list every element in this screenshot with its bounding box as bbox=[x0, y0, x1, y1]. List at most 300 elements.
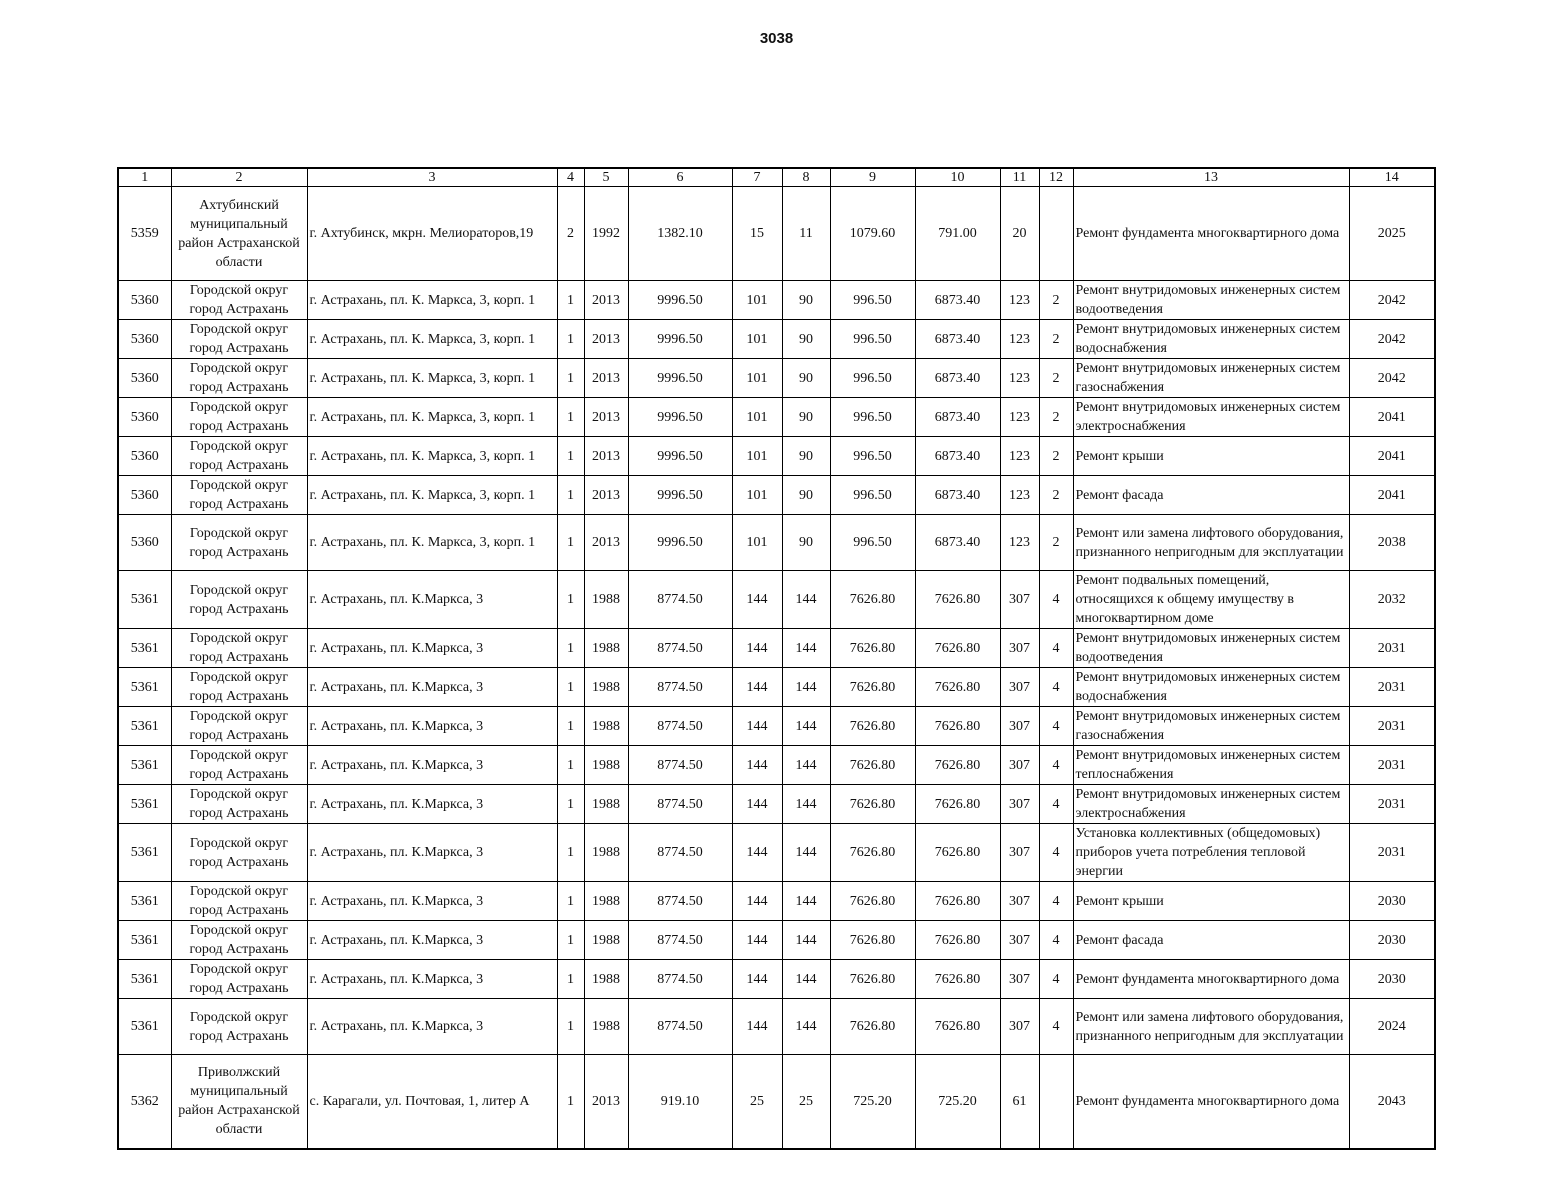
table-row bbox=[118, 281, 1435, 320]
cell-row-id: 5361 bbox=[118, 921, 171, 960]
cell-year-built: 1988 bbox=[584, 824, 628, 882]
cell-year-built: 2013 bbox=[584, 398, 628, 437]
cell-municipality: Городской округ город Астрахань bbox=[171, 629, 307, 668]
cell-apartments-count: 144 bbox=[732, 629, 782, 668]
cell-work-type: Ремонт фасада bbox=[1073, 476, 1349, 515]
cell-residents-count: 90 bbox=[782, 281, 830, 320]
cell-planned-year: 2042 bbox=[1349, 320, 1435, 359]
cell-owners-count: 307 bbox=[1000, 999, 1039, 1055]
cell-living-area: 7626.80 bbox=[830, 960, 915, 999]
cell-planned-year: 2042 bbox=[1349, 281, 1435, 320]
cell-floors-count: 1 bbox=[557, 359, 584, 398]
cell-apartments-count: 144 bbox=[732, 882, 782, 921]
column-header-5: 5 bbox=[584, 168, 628, 187]
column-header-10: 10 bbox=[915, 168, 1000, 187]
cell-floors-count: 1 bbox=[557, 960, 584, 999]
column-header-13: 13 bbox=[1073, 168, 1349, 187]
capital-repair-table bbox=[117, 167, 1436, 1150]
cell-entrances-count: 2 bbox=[1039, 476, 1073, 515]
cell-row-id: 5361 bbox=[118, 785, 171, 824]
cell-living-area: 996.50 bbox=[830, 320, 915, 359]
cell-entrances-count bbox=[1039, 187, 1073, 281]
cell-residents-count: 25 bbox=[782, 1055, 830, 1149]
column-header-2: 2 bbox=[171, 168, 307, 187]
cell-apartments-count: 101 bbox=[732, 398, 782, 437]
cell-entrances-count: 2 bbox=[1039, 359, 1073, 398]
cell-work-type: Ремонт внутридомовых инженерных систем теплоснабжения bbox=[1073, 746, 1349, 785]
cell-residents-count: 144 bbox=[782, 629, 830, 668]
cell-apartments-count: 101 bbox=[732, 437, 782, 476]
cell-work-type: Ремонт фундамента многоквартирного дома bbox=[1073, 1055, 1349, 1149]
table-row bbox=[118, 187, 1435, 281]
cell-owners-count: 307 bbox=[1000, 960, 1039, 999]
table-row bbox=[118, 668, 1435, 707]
cell-row-id: 5359 bbox=[118, 187, 171, 281]
cell-address: г. Астрахань, пл. К.Маркса, 3 bbox=[307, 882, 557, 921]
cell-premises-area: 7626.80 bbox=[915, 824, 1000, 882]
cell-entrances-count: 4 bbox=[1039, 668, 1073, 707]
cell-work-type: Ремонт внутридомовых инженерных систем электроснабжения bbox=[1073, 398, 1349, 437]
cell-planned-year: 2042 bbox=[1349, 359, 1435, 398]
cell-apartments-count: 144 bbox=[732, 707, 782, 746]
cell-entrances-count: 2 bbox=[1039, 515, 1073, 571]
cell-row-id: 5361 bbox=[118, 999, 171, 1055]
cell-planned-year: 2030 bbox=[1349, 921, 1435, 960]
table-row bbox=[118, 746, 1435, 785]
cell-address: г. Астрахань, пл. К. Маркса, 3, корп. 1 bbox=[307, 398, 557, 437]
cell-address: г. Астрахань, пл. К. Маркса, 3, корп. 1 bbox=[307, 359, 557, 398]
cell-premises-area: 6873.40 bbox=[915, 281, 1000, 320]
cell-planned-year: 2031 bbox=[1349, 824, 1435, 882]
cell-address: г. Астрахань, пл. К.Маркса, 3 bbox=[307, 668, 557, 707]
cell-premises-area: 6873.40 bbox=[915, 359, 1000, 398]
cell-work-type: Ремонт внутридомовых инженерных систем водоотведения bbox=[1073, 281, 1349, 320]
cell-work-type: Ремонт крыши bbox=[1073, 437, 1349, 476]
cell-address: г. Астрахань, пл. К. Маркса, 3, корп. 1 bbox=[307, 476, 557, 515]
cell-apartments-count: 101 bbox=[732, 476, 782, 515]
cell-address: г. Астрахань, пл. К. Маркса, 3, корп. 1 bbox=[307, 281, 557, 320]
cell-row-id: 5361 bbox=[118, 668, 171, 707]
cell-municipality: Городской округ город Астрахань bbox=[171, 668, 307, 707]
column-header-9: 9 bbox=[830, 168, 915, 187]
cell-planned-year: 2031 bbox=[1349, 707, 1435, 746]
cell-living-area: 7626.80 bbox=[830, 571, 915, 629]
table-row bbox=[118, 999, 1435, 1055]
cell-work-type: Ремонт или замена лифтового оборудования, признанного непригодным для эксплуатации bbox=[1073, 515, 1349, 571]
cell-premises-area: 6873.40 bbox=[915, 437, 1000, 476]
cell-floors-count: 1 bbox=[557, 1055, 584, 1149]
cell-premises-area: 7626.80 bbox=[915, 668, 1000, 707]
column-header-3: 3 bbox=[307, 168, 557, 187]
cell-owners-count: 307 bbox=[1000, 882, 1039, 921]
cell-year-built: 1988 bbox=[584, 707, 628, 746]
cell-municipality: Городской округ город Астрахань bbox=[171, 921, 307, 960]
cell-living-area: 7626.80 bbox=[830, 629, 915, 668]
cell-row-id: 5360 bbox=[118, 437, 171, 476]
cell-total-area: 9996.50 bbox=[628, 320, 732, 359]
cell-work-type: Ремонт внутридомовых инженерных систем электроснабжения bbox=[1073, 785, 1349, 824]
cell-work-type: Ремонт или замена лифтового оборудования, признанного непригодным для эксплуатации bbox=[1073, 999, 1349, 1055]
table-row bbox=[118, 707, 1435, 746]
cell-apartments-count: 144 bbox=[732, 960, 782, 999]
cell-work-type: Ремонт внутридомовых инженерных систем газоснабжения bbox=[1073, 707, 1349, 746]
cell-year-built: 2013 bbox=[584, 359, 628, 398]
cell-apartments-count: 101 bbox=[732, 359, 782, 398]
cell-municipality: Городской округ город Астрахань bbox=[171, 824, 307, 882]
cell-entrances-count: 4 bbox=[1039, 707, 1073, 746]
table-row bbox=[118, 882, 1435, 921]
cell-premises-area: 7626.80 bbox=[915, 707, 1000, 746]
cell-premises-area: 7626.80 bbox=[915, 882, 1000, 921]
cell-planned-year: 2032 bbox=[1349, 571, 1435, 629]
cell-total-area: 9996.50 bbox=[628, 398, 732, 437]
cell-apartments-count: 144 bbox=[732, 746, 782, 785]
cell-planned-year: 2031 bbox=[1349, 668, 1435, 707]
cell-apartments-count: 25 bbox=[732, 1055, 782, 1149]
cell-address: г. Астрахань, пл. К.Маркса, 3 bbox=[307, 629, 557, 668]
table-row bbox=[118, 437, 1435, 476]
cell-year-built: 2013 bbox=[584, 1055, 628, 1149]
cell-row-id: 5361 bbox=[118, 746, 171, 785]
cell-residents-count: 90 bbox=[782, 515, 830, 571]
cell-year-built: 2013 bbox=[584, 320, 628, 359]
cell-premises-area: 7626.80 bbox=[915, 921, 1000, 960]
cell-planned-year: 2038 bbox=[1349, 515, 1435, 571]
cell-residents-count: 144 bbox=[782, 921, 830, 960]
cell-total-area: 8774.50 bbox=[628, 785, 732, 824]
cell-living-area: 1079.60 bbox=[830, 187, 915, 281]
cell-living-area: 7626.80 bbox=[830, 882, 915, 921]
cell-apartments-count: 144 bbox=[732, 785, 782, 824]
cell-apartments-count: 144 bbox=[732, 824, 782, 882]
cell-municipality: Городской округ город Астрахань bbox=[171, 476, 307, 515]
cell-municipality: Городской округ город Астрахань bbox=[171, 707, 307, 746]
cell-entrances-count: 2 bbox=[1039, 281, 1073, 320]
cell-premises-area: 6873.40 bbox=[915, 398, 1000, 437]
column-header-8: 8 bbox=[782, 168, 830, 187]
cell-work-type: Ремонт крыши bbox=[1073, 882, 1349, 921]
cell-entrances-count: 4 bbox=[1039, 921, 1073, 960]
column-header-12: 12 bbox=[1039, 168, 1073, 187]
cell-address: г. Астрахань, пл. К.Маркса, 3 bbox=[307, 571, 557, 629]
cell-work-type: Ремонт внутридомовых инженерных систем водоснабжения bbox=[1073, 668, 1349, 707]
cell-premises-area: 791.00 bbox=[915, 187, 1000, 281]
cell-owners-count: 123 bbox=[1000, 320, 1039, 359]
cell-planned-year: 2031 bbox=[1349, 785, 1435, 824]
cell-floors-count: 1 bbox=[557, 746, 584, 785]
cell-premises-area: 6873.40 bbox=[915, 320, 1000, 359]
cell-municipality: Приволжский муниципальный район Астраханской области bbox=[171, 1055, 307, 1149]
cell-entrances-count: 4 bbox=[1039, 785, 1073, 824]
cell-total-area: 9996.50 bbox=[628, 437, 732, 476]
cell-living-area: 996.50 bbox=[830, 437, 915, 476]
cell-municipality: Городской округ город Астрахань bbox=[171, 785, 307, 824]
cell-row-id: 5360 bbox=[118, 476, 171, 515]
cell-municipality: Городской округ город Астрахань bbox=[171, 515, 307, 571]
cell-premises-area: 7626.80 bbox=[915, 746, 1000, 785]
cell-owners-count: 307 bbox=[1000, 629, 1039, 668]
cell-year-built: 1988 bbox=[584, 921, 628, 960]
cell-planned-year: 2041 bbox=[1349, 476, 1435, 515]
cell-floors-count: 1 bbox=[557, 437, 584, 476]
cell-row-id: 5360 bbox=[118, 281, 171, 320]
cell-municipality: Ахтубинский муниципальный район Астраханской области bbox=[171, 187, 307, 281]
cell-municipality: Городской округ город Астрахань bbox=[171, 320, 307, 359]
cell-total-area: 8774.50 bbox=[628, 571, 732, 629]
cell-living-area: 7626.80 bbox=[830, 921, 915, 960]
cell-floors-count: 1 bbox=[557, 320, 584, 359]
cell-owners-count: 123 bbox=[1000, 476, 1039, 515]
cell-total-area: 8774.50 bbox=[628, 668, 732, 707]
cell-owners-count: 61 bbox=[1000, 1055, 1039, 1149]
cell-floors-count: 1 bbox=[557, 921, 584, 960]
cell-planned-year: 2030 bbox=[1349, 882, 1435, 921]
cell-living-area: 996.50 bbox=[830, 398, 915, 437]
cell-work-type: Ремонт внутридомовых инженерных систем водоотведения bbox=[1073, 629, 1349, 668]
cell-entrances-count: 2 bbox=[1039, 398, 1073, 437]
cell-row-id: 5361 bbox=[118, 629, 171, 668]
cell-total-area: 919.10 bbox=[628, 1055, 732, 1149]
table-row bbox=[118, 824, 1435, 882]
cell-address: г. Астрахань, пл. К.Маркса, 3 bbox=[307, 824, 557, 882]
cell-row-id: 5360 bbox=[118, 515, 171, 571]
table-row bbox=[118, 320, 1435, 359]
cell-total-area: 8774.50 bbox=[628, 999, 732, 1055]
cell-residents-count: 144 bbox=[782, 960, 830, 999]
cell-row-id: 5361 bbox=[118, 882, 171, 921]
cell-municipality: Городской округ город Астрахань bbox=[171, 960, 307, 999]
cell-year-built: 1988 bbox=[584, 999, 628, 1055]
cell-total-area: 8774.50 bbox=[628, 960, 732, 999]
cell-living-area: 7626.80 bbox=[830, 824, 915, 882]
cell-residents-count: 144 bbox=[782, 571, 830, 629]
cell-floors-count: 1 bbox=[557, 398, 584, 437]
cell-residents-count: 144 bbox=[782, 882, 830, 921]
cell-residents-count: 144 bbox=[782, 746, 830, 785]
cell-planned-year: 2025 bbox=[1349, 187, 1435, 281]
cell-row-id: 5362 bbox=[118, 1055, 171, 1149]
cell-living-area: 996.50 bbox=[830, 515, 915, 571]
cell-work-type: Ремонт внутридомовых инженерных систем газоснабжения bbox=[1073, 359, 1349, 398]
cell-row-id: 5361 bbox=[118, 707, 171, 746]
cell-entrances-count: 4 bbox=[1039, 629, 1073, 668]
cell-floors-count: 1 bbox=[557, 707, 584, 746]
cell-entrances-count bbox=[1039, 1055, 1073, 1149]
cell-planned-year: 2030 bbox=[1349, 960, 1435, 999]
cell-planned-year: 2041 bbox=[1349, 437, 1435, 476]
cell-municipality: Городской округ город Астрахань bbox=[171, 882, 307, 921]
cell-entrances-count: 4 bbox=[1039, 882, 1073, 921]
cell-premises-area: 6873.40 bbox=[915, 476, 1000, 515]
cell-municipality: Городской округ город Астрахань bbox=[171, 999, 307, 1055]
cell-owners-count: 307 bbox=[1000, 571, 1039, 629]
cell-floors-count: 1 bbox=[557, 515, 584, 571]
cell-total-area: 1382.10 bbox=[628, 187, 732, 281]
cell-address: г. Астрахань, пл. К.Маркса, 3 bbox=[307, 999, 557, 1055]
cell-owners-count: 307 bbox=[1000, 668, 1039, 707]
table-body bbox=[118, 187, 1435, 1149]
cell-planned-year: 2041 bbox=[1349, 398, 1435, 437]
cell-row-id: 5361 bbox=[118, 571, 171, 629]
column-header-6: 6 bbox=[628, 168, 732, 187]
cell-address: г. Ахтубинск, мкрн. Мелиораторов,19 bbox=[307, 187, 557, 281]
table-row bbox=[118, 571, 1435, 629]
cell-work-type: Ремонт фундамента многоквартирного дома bbox=[1073, 960, 1349, 999]
cell-apartments-count: 144 bbox=[732, 921, 782, 960]
cell-entrances-count: 4 bbox=[1039, 999, 1073, 1055]
cell-work-type: Установка коллективных (общедомовых) приборов учета потребления тепловой энергии bbox=[1073, 824, 1349, 882]
cell-planned-year: 2031 bbox=[1349, 629, 1435, 668]
cell-year-built: 1988 bbox=[584, 629, 628, 668]
cell-municipality: Городской округ город Астрахань bbox=[171, 571, 307, 629]
cell-owners-count: 307 bbox=[1000, 824, 1039, 882]
cell-municipality: Городской округ город Астрахань bbox=[171, 437, 307, 476]
cell-apartments-count: 101 bbox=[732, 281, 782, 320]
cell-owners-count: 20 bbox=[1000, 187, 1039, 281]
cell-floors-count: 1 bbox=[557, 824, 584, 882]
cell-residents-count: 11 bbox=[782, 187, 830, 281]
cell-floors-count: 1 bbox=[557, 668, 584, 707]
cell-premises-area: 6873.40 bbox=[915, 515, 1000, 571]
cell-owners-count: 307 bbox=[1000, 746, 1039, 785]
table-row bbox=[118, 1055, 1435, 1149]
table-row bbox=[118, 921, 1435, 960]
cell-owners-count: 307 bbox=[1000, 785, 1039, 824]
table-row bbox=[118, 515, 1435, 571]
cell-row-id: 5360 bbox=[118, 359, 171, 398]
column-header-7: 7 bbox=[732, 168, 782, 187]
cell-floors-count: 1 bbox=[557, 785, 584, 824]
cell-total-area: 8774.50 bbox=[628, 921, 732, 960]
cell-owners-count: 307 bbox=[1000, 707, 1039, 746]
cell-planned-year: 2024 bbox=[1349, 999, 1435, 1055]
cell-apartments-count: 144 bbox=[732, 668, 782, 707]
cell-residents-count: 90 bbox=[782, 320, 830, 359]
cell-premises-area: 7626.80 bbox=[915, 571, 1000, 629]
cell-row-id: 5360 bbox=[118, 320, 171, 359]
cell-planned-year: 2031 bbox=[1349, 746, 1435, 785]
cell-apartments-count: 15 bbox=[732, 187, 782, 281]
cell-address: г. Астрахань, пл. К. Маркса, 3, корп. 1 bbox=[307, 515, 557, 571]
cell-municipality: Городской округ город Астрахань bbox=[171, 281, 307, 320]
table-row bbox=[118, 476, 1435, 515]
cell-owners-count: 123 bbox=[1000, 515, 1039, 571]
table-row bbox=[118, 359, 1435, 398]
cell-year-built: 1988 bbox=[584, 785, 628, 824]
cell-living-area: 7626.80 bbox=[830, 668, 915, 707]
cell-residents-count: 90 bbox=[782, 437, 830, 476]
cell-entrances-count: 4 bbox=[1039, 571, 1073, 629]
cell-living-area: 7626.80 bbox=[830, 999, 915, 1055]
cell-living-area: 7626.80 bbox=[830, 785, 915, 824]
cell-floors-count: 1 bbox=[557, 882, 584, 921]
cell-residents-count: 90 bbox=[782, 398, 830, 437]
column-header-11: 11 bbox=[1000, 168, 1039, 187]
cell-floors-count: 1 bbox=[557, 571, 584, 629]
cell-address: г. Астрахань, пл. К. Маркса, 3, корп. 1 bbox=[307, 320, 557, 359]
cell-total-area: 8774.50 bbox=[628, 629, 732, 668]
cell-address: г. Астрахань, пл. К.Маркса, 3 bbox=[307, 746, 557, 785]
cell-apartments-count: 144 bbox=[732, 571, 782, 629]
cell-owners-count: 123 bbox=[1000, 281, 1039, 320]
cell-residents-count: 144 bbox=[782, 785, 830, 824]
cell-year-built: 1988 bbox=[584, 960, 628, 999]
cell-row-id: 5361 bbox=[118, 960, 171, 999]
cell-owners-count: 307 bbox=[1000, 921, 1039, 960]
cell-residents-count: 144 bbox=[782, 824, 830, 882]
cell-residents-count: 90 bbox=[782, 476, 830, 515]
cell-apartments-count: 144 bbox=[732, 999, 782, 1055]
cell-floors-count: 1 bbox=[557, 476, 584, 515]
cell-residents-count: 144 bbox=[782, 999, 830, 1055]
cell-work-type: Ремонт внутридомовых инженерных систем водоснабжения bbox=[1073, 320, 1349, 359]
cell-municipality: Городской округ город Астрахань bbox=[171, 746, 307, 785]
cell-living-area: 996.50 bbox=[830, 281, 915, 320]
column-header-14: 14 bbox=[1349, 168, 1435, 187]
cell-address: г. Астрахань, пл. К.Маркса, 3 bbox=[307, 707, 557, 746]
cell-entrances-count: 2 bbox=[1039, 320, 1073, 359]
cell-owners-count: 123 bbox=[1000, 437, 1039, 476]
cell-work-type: Ремонт фасада bbox=[1073, 921, 1349, 960]
column-header-1: 1 bbox=[118, 168, 171, 187]
cell-year-built: 2013 bbox=[584, 281, 628, 320]
cell-row-id: 5360 bbox=[118, 398, 171, 437]
cell-municipality: Городской округ город Астрахань bbox=[171, 398, 307, 437]
table-row bbox=[118, 785, 1435, 824]
cell-year-built: 1988 bbox=[584, 746, 628, 785]
cell-entrances-count: 2 bbox=[1039, 437, 1073, 476]
cell-year-built: 2013 bbox=[584, 476, 628, 515]
cell-premises-area: 7626.80 bbox=[915, 785, 1000, 824]
table-row bbox=[118, 398, 1435, 437]
cell-floors-count: 1 bbox=[557, 281, 584, 320]
cell-total-area: 9996.50 bbox=[628, 515, 732, 571]
cell-premises-area: 725.20 bbox=[915, 1055, 1000, 1149]
cell-total-area: 9996.50 bbox=[628, 359, 732, 398]
cell-total-area: 9996.50 bbox=[628, 281, 732, 320]
cell-address: с. Карагали, ул. Почтовая, 1, литер А bbox=[307, 1055, 557, 1149]
table-row bbox=[118, 960, 1435, 999]
cell-address: г. Астрахань, пл. К. Маркса, 3, корп. 1 bbox=[307, 437, 557, 476]
cell-planned-year: 2043 bbox=[1349, 1055, 1435, 1149]
cell-year-built: 1988 bbox=[584, 882, 628, 921]
cell-address: г. Астрахань, пл. К.Маркса, 3 bbox=[307, 785, 557, 824]
cell-total-area: 8774.50 bbox=[628, 746, 732, 785]
cell-total-area: 8774.50 bbox=[628, 882, 732, 921]
cell-residents-count: 144 bbox=[782, 707, 830, 746]
cell-total-area: 9996.50 bbox=[628, 476, 732, 515]
cell-residents-count: 144 bbox=[782, 668, 830, 707]
cell-floors-count: 1 bbox=[557, 999, 584, 1055]
cell-year-built: 1988 bbox=[584, 571, 628, 629]
cell-floors-count: 1 bbox=[557, 629, 584, 668]
table-row bbox=[118, 629, 1435, 668]
cell-premises-area: 7626.80 bbox=[915, 629, 1000, 668]
cell-residents-count: 90 bbox=[782, 359, 830, 398]
cell-address: г. Астрахань, пл. К.Маркса, 3 bbox=[307, 960, 557, 999]
cell-year-built: 2013 bbox=[584, 515, 628, 571]
cell-living-area: 7626.80 bbox=[830, 746, 915, 785]
cell-work-type: Ремонт фундамента многоквартирного дома bbox=[1073, 187, 1349, 281]
page-number: 3038 bbox=[759, 30, 794, 47]
cell-year-built: 2013 bbox=[584, 437, 628, 476]
cell-premises-area: 7626.80 bbox=[915, 960, 1000, 999]
cell-entrances-count: 4 bbox=[1039, 746, 1073, 785]
cell-total-area: 8774.50 bbox=[628, 824, 732, 882]
cell-floors-count: 2 bbox=[557, 187, 584, 281]
cell-living-area: 725.20 bbox=[830, 1055, 915, 1149]
cell-year-built: 1992 bbox=[584, 187, 628, 281]
